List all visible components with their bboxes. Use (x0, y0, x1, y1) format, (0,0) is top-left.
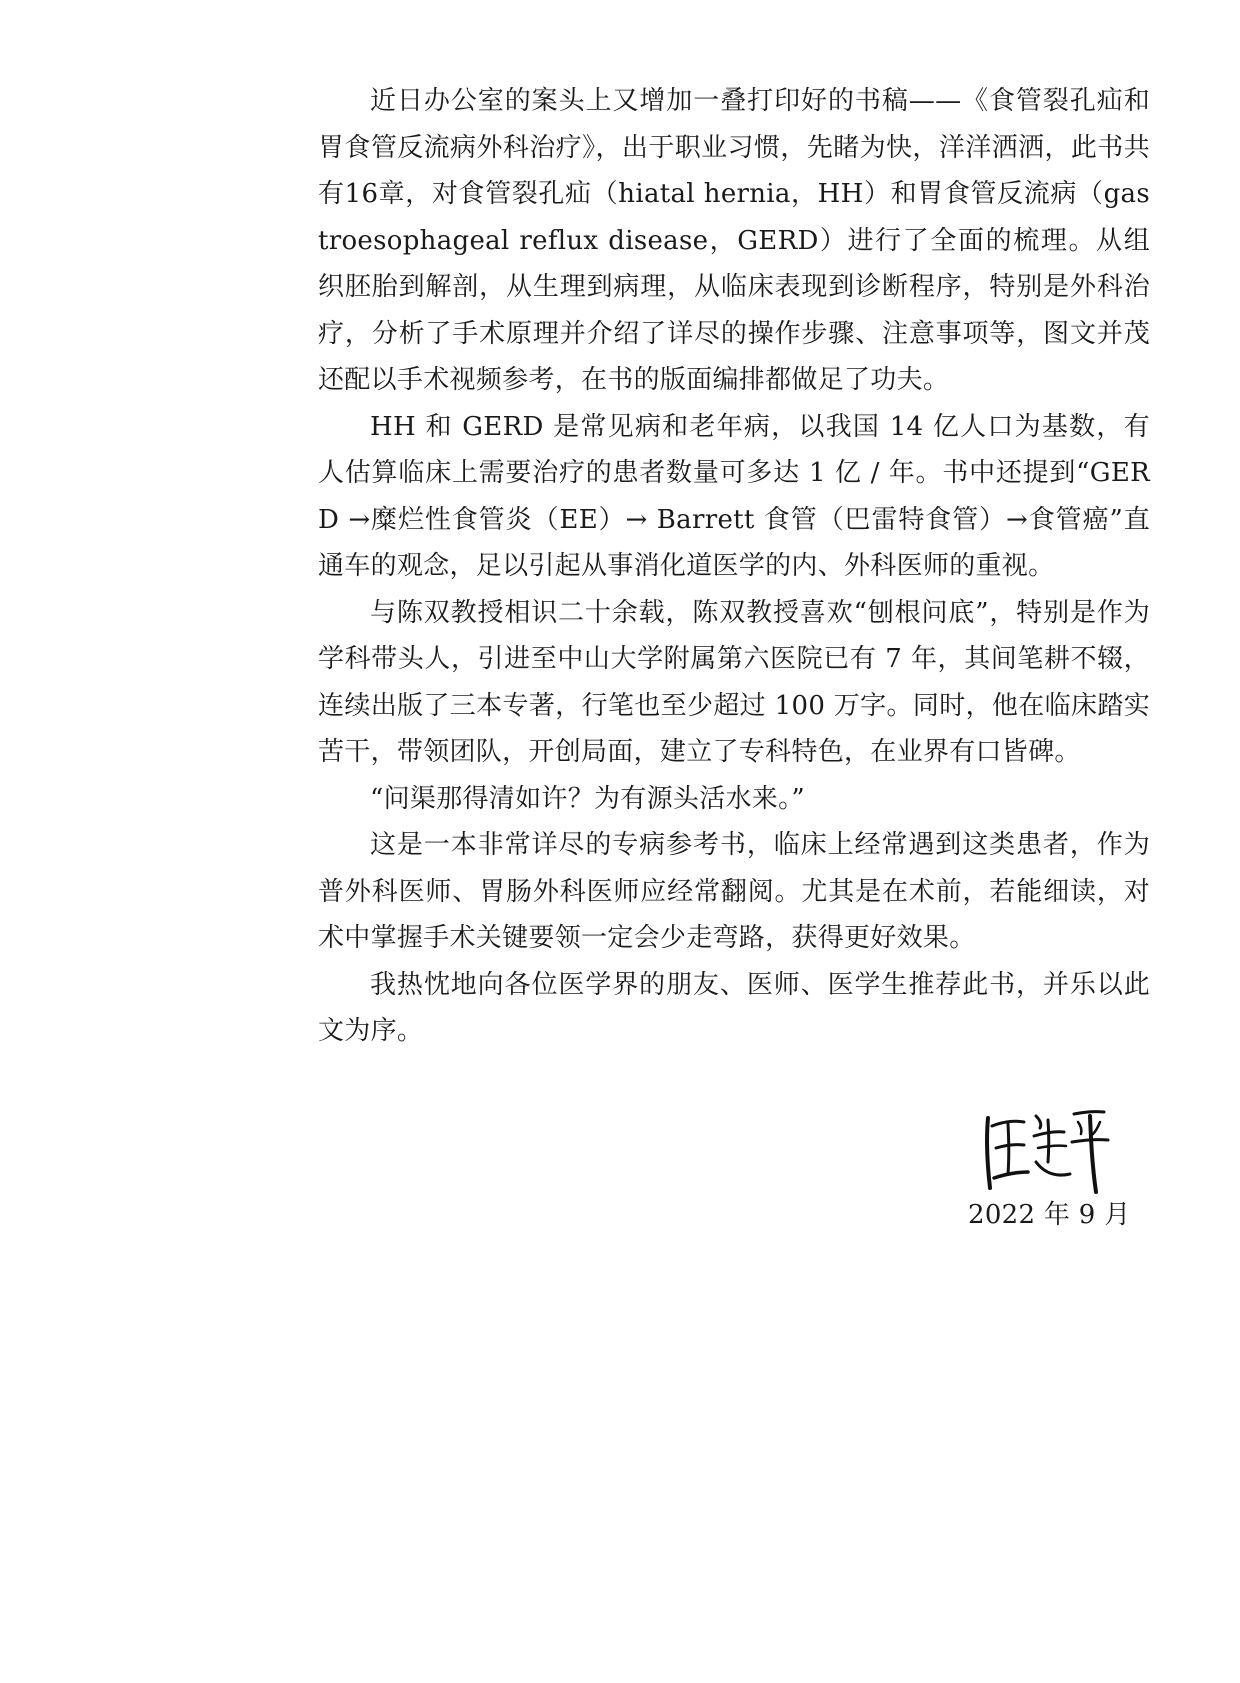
paragraph-quote: “问渠那得清如许？为有源头活水来。” (370, 783, 805, 814)
foreword-body (318, 78, 1150, 1055)
paragraph-6: 我热忱地向各位医学界的朋友、医师、医学生推荐此书，并乐以此文为序。 (318, 969, 1150, 1046)
paragraph-3: 与陈双教授相识二十余载，陈双教授喜欢“刨根问底”，特别是作为学科带头人，引进至中山大学附属第六医院已有 7 年，其间笔耕不辍，连续出版了三本专著，行笔也至少超过 100 万字。同时，他在临床踏实苦干，带领团队，开创局面，建立了专科特色，在业界有口皆碑。 (318, 597, 1150, 767)
handwritten-signature (978, 1100, 1113, 1196)
paragraph-1: 近日办公室的案头上又增加一叠打印好的书稿——《食管裂孔疝和胃食管反流病外科治疗》，出于职业习惯，先睹为快，洋洋洒洒，此书共有16章，对食管裂孔疝（hiatal hernia，HH）和胃食管反流病（gastroesophageal reflux disease，GERD）进行了全面的梳理。从组织胚胎到解剖，从生理到病理，从临床表现到诊断程序，特别是外科治疗，分析了手术原理并介绍了详尽的操作步骤、注意事项等，图文并茂还配以手术视频参考，在书的版面编排都做足了功夫。 (318, 86, 1150, 395)
paragraph-2: HH 和 GERD 是常见病和老年病，以我国 14 亿人口为基数，有人估算临床上需要治疗的患者数量可多达 1 亿 / 年。书中还提到“GERD →糜烂性食管炎（EE）→ Barrett 食管（巴雷特食管）→食管癌”直通车的观念，足以引起从事消化道医学的内、外科医师的重视。 (318, 411, 1150, 581)
paragraph-5: 这是一本非常详尽的专病参考书，临床上经常遇到这类患者，作为普外科医师、胃肠外科医师应经常翻阅。尤其是在术前，若能细读，对术中掌握手术关键要领一定会少走弯路，获得更好效果。 (318, 830, 1150, 953)
date: 2022 年 9 月 (968, 1200, 1131, 1230)
